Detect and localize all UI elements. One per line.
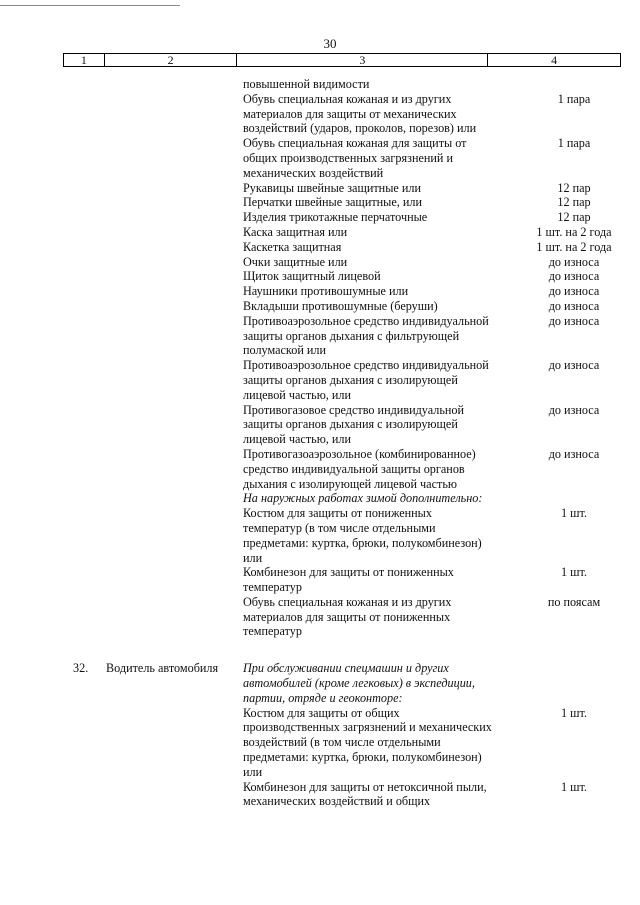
list-item bbox=[0, 595, 640, 639]
item-quantity: до износа bbox=[548, 446, 600, 461]
column-header-row bbox=[63, 53, 621, 67]
list-item bbox=[0, 181, 640, 196]
item-quantity: до износа bbox=[548, 284, 600, 299]
item-name: Комбинезон для защиты от пониженных температур bbox=[243, 565, 454, 595]
item-name: Обувь специальная кожаная и из других материалов для защиты от механических воздействий (ударов, проколов, порезов) или bbox=[243, 91, 477, 136]
list-item bbox=[0, 299, 640, 314]
list-item bbox=[0, 780, 640, 810]
list-item bbox=[0, 358, 640, 402]
list-item bbox=[0, 255, 640, 270]
item-name: Очки защитные или bbox=[243, 254, 348, 269]
item-quantity: 1 шт. на 2 года bbox=[536, 224, 612, 239]
item-name: Противоаэрозольное средство индивидуальной защиты органов дыхания с фильтрующей полумаской или bbox=[243, 313, 489, 358]
item-name: Щиток защитный лицевой bbox=[243, 269, 381, 284]
table-body bbox=[0, 77, 640, 809]
list-item bbox=[0, 447, 640, 491]
list-item bbox=[0, 210, 640, 225]
item-name: Рукавицы швейные защитные или bbox=[243, 180, 421, 195]
item-name: Каскетка защитная bbox=[243, 239, 342, 254]
item-quantity: 1 шт. на 2 года bbox=[536, 239, 612, 254]
list-item bbox=[0, 314, 640, 358]
item-quantity: 12 пар bbox=[557, 210, 591, 225]
item-name: Противогазоаэрозольное (комбинированное) средство индивидуальной защиты органов дыхания с изолирующей лицевой частью bbox=[243, 446, 476, 491]
item-name: Вкладыши противошумные (беруши) bbox=[243, 298, 438, 313]
item-quantity: 12 пар bbox=[557, 180, 591, 195]
item-quantity: 1 шт. bbox=[561, 705, 587, 720]
item-name: Противоаэрозольное средство индивидуальной защиты органов дыхания с изолирующей лицевой частью, или bbox=[243, 358, 489, 402]
list-item bbox=[0, 92, 640, 136]
ppe-list-item32 bbox=[0, 706, 640, 810]
item-32-heading-row bbox=[0, 661, 640, 705]
list-item bbox=[0, 506, 640, 565]
list-item bbox=[0, 706, 640, 780]
item-quantity: 1 шт. bbox=[561, 779, 587, 794]
list-item bbox=[0, 240, 640, 255]
list-item bbox=[0, 565, 640, 595]
winter-heading: На наружных работах зимой дополнительно: bbox=[243, 491, 483, 506]
item-quantity: до износа bbox=[548, 254, 600, 269]
scan-edge-line bbox=[0, 5, 180, 6]
item-name: Перчатки швейные защитные, или bbox=[243, 195, 423, 210]
item-name: Костюм для защиты от общих производственных загрязнений и механических воздействий (в том числе отдельными предметами: куртка, брюки, полукомбинезон) или bbox=[243, 705, 492, 779]
list-item bbox=[0, 269, 640, 284]
item-name: Комбинезон для защиты от нетоксичной пыли, механических воздействий и общих bbox=[243, 779, 487, 809]
list-item bbox=[0, 195, 640, 210]
profession-name: Водитель автомобиля bbox=[106, 661, 219, 676]
item-32-heading: При обслуживании спецмашин и других автомобилей (кроме легковых) в экспедиции, партии, отряде и геоконторе: bbox=[243, 661, 475, 705]
list-item bbox=[0, 136, 640, 180]
item-quantity: до износа bbox=[548, 402, 600, 417]
item-quantity: до износа bbox=[548, 358, 600, 373]
header-col-4: 4 bbox=[488, 54, 621, 67]
item-name: Каска защитная или bbox=[243, 224, 348, 239]
page-number: 30 bbox=[323, 36, 337, 51]
header-col-1: 1 bbox=[64, 54, 105, 67]
winter-heading-row bbox=[0, 491, 640, 506]
item-quantity: до износа bbox=[548, 298, 600, 313]
item-name: Наушники противошумные или bbox=[243, 284, 409, 299]
item-quantity: до износа bbox=[548, 313, 600, 328]
item-quantity: 1 шт. bbox=[561, 565, 587, 580]
list-item bbox=[0, 284, 640, 299]
ppe-list-part1 bbox=[0, 77, 640, 491]
list-item bbox=[0, 77, 640, 92]
ppe-list-part2 bbox=[0, 506, 640, 639]
item-name: повышенной видимости bbox=[243, 77, 370, 91]
header-col-3: 3 bbox=[237, 54, 488, 67]
item-number: 32. bbox=[73, 661, 89, 676]
list-item bbox=[0, 225, 640, 240]
item-quantity: 1 пара bbox=[557, 91, 591, 106]
item-name: Костюм для защиты от пониженных температур (в том числе отдельными предметами: куртка, брюки, полукомбинезон) или bbox=[243, 506, 482, 565]
list-item bbox=[0, 403, 640, 447]
item-quantity: 12 пар bbox=[557, 195, 591, 210]
item-name: Изделия трикотажные перчаточные bbox=[243, 210, 428, 225]
item-name: Противогазовое средство индивидуальной защиты органов дыхания с изолирующей лицевой частью, или bbox=[243, 402, 465, 447]
item-name: Обувь специальная кожаная и из других материалов для защиты от пониженных температур bbox=[243, 594, 452, 639]
item-quantity: 1 пара bbox=[557, 136, 591, 151]
item-quantity: до износа bbox=[548, 269, 600, 284]
item-name: Обувь специальная кожаная для защиты от общих производственных загрязнений и механических воздействий bbox=[243, 136, 467, 180]
item-quantity: по поясам bbox=[547, 594, 601, 609]
item-quantity: 1 шт. bbox=[561, 506, 587, 521]
header-col-2: 2 bbox=[104, 54, 237, 67]
